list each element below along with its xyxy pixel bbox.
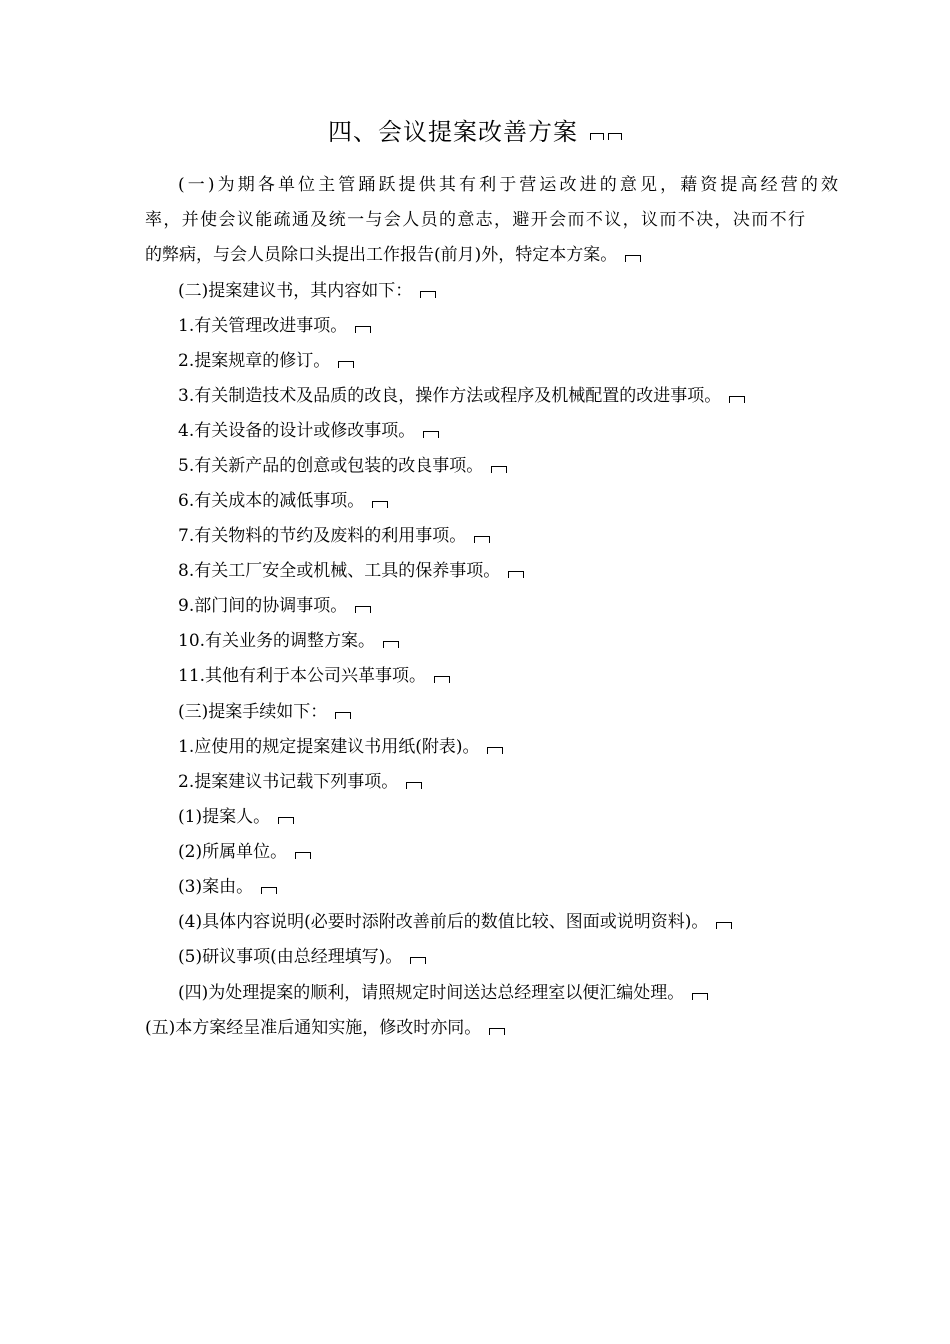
- list-item: 7.有关物料的节约及废料的利用事项。: [178, 524, 490, 548]
- list-item: (1)提案人。: [178, 805, 294, 829]
- list-item: (5)研议事项(由总经理填写)。: [178, 945, 426, 969]
- paragraph-mark-icon: [474, 536, 490, 543]
- paragraph-mark-icon: [716, 922, 732, 929]
- list-item: 1.有关管理改进事项。: [178, 314, 371, 338]
- paragraph-mark-icon: [355, 606, 371, 613]
- list-item: 9.部门间的协调事项。: [178, 594, 371, 618]
- section-heading: (五)本方案经呈准后通知实施，修改时亦同。: [145, 1016, 505, 1040]
- list-item: (4)具体内容说明(必要时添附改善前后的数值比较、图面或说明资料)。: [178, 910, 732, 934]
- paragraph-mark-icon: [372, 501, 388, 508]
- paragraph-mark-icon: [434, 676, 450, 683]
- paragraph-mark-icon: [692, 993, 708, 1000]
- paragraph-mark-icon: [278, 817, 294, 824]
- paragraph-mark-icon: [410, 957, 426, 964]
- title-text: 四、会议提案改善方案: [328, 118, 578, 146]
- paragraph-mark-icon: [383, 641, 399, 648]
- paragraph-mark-icon: [406, 782, 422, 789]
- paragraph-line: 的弊病，与会人员除口头提出工作报告(前月)外，特定本方案。: [145, 243, 641, 267]
- list-item: 1.应使用的规定提案建议书用纸(附表)。: [178, 735, 503, 759]
- paragraph-mark-icon: [295, 852, 311, 859]
- list-item: 8.有关工厂安全或机械、工具的保养事项。: [178, 559, 524, 583]
- paragraph-line: (一)为期各单位主管踊跃提供其有利于营运改进的意见，藉资提高经营的效: [178, 175, 838, 195]
- paragraph-mark-icon: [487, 747, 503, 754]
- paragraph-mark-icon: [423, 431, 439, 438]
- paragraph-mark-icon: [729, 396, 745, 403]
- paragraph-line: 率，并使会议能疏通及统一与会人员的意志，避开会而不议，议而不决，决而不行: [145, 210, 805, 230]
- paragraph-mark-icon: [491, 466, 507, 473]
- section-heading: (二)提案建议书，其内容如下：: [178, 279, 436, 303]
- paragraph-mark-icon: [590, 133, 604, 140]
- list-item: 5.有关新产品的创意或包装的改良事项。: [178, 454, 507, 478]
- list-item: 2.提案建议书记载下列事项。: [178, 770, 422, 794]
- list-item: (2)所属单位。: [178, 840, 311, 864]
- list-item: 11.其他有利于本公司兴革事项。: [178, 664, 450, 688]
- section-heading: (三)提案手续如下：: [178, 700, 351, 724]
- paragraph-mark-icon: [508, 571, 524, 578]
- paragraph-mark-icon: [608, 133, 622, 140]
- paragraph-mark-icon: [489, 1028, 505, 1035]
- list-item: 3.有关制造技术及品质的改良，操作方法或程序及机械配置的改进事项。: [178, 384, 745, 408]
- paragraph-mark-icon: [338, 361, 354, 368]
- list-item: 2.提案规章的修订。: [178, 349, 354, 373]
- list-item: 6.有关成本的减低事项。: [178, 489, 388, 513]
- list-item: (3)案由。: [178, 875, 277, 899]
- paragraph-mark-icon: [335, 712, 351, 719]
- paragraph-mark-icon: [625, 255, 641, 262]
- list-item: 4.有关设备的设计或修改事项。: [178, 419, 439, 443]
- section-heading: (四)为处理提案的顺利，请照规定时间送达总经理室以便汇编处理。: [178, 981, 708, 1005]
- paragraph-mark-icon: [355, 326, 371, 333]
- paragraph-mark-icon: [261, 887, 277, 894]
- list-item: 10.有关业务的调整方案。: [178, 629, 399, 653]
- document-title: [0, 112, 950, 152]
- paragraph-mark-icon: [420, 291, 436, 298]
